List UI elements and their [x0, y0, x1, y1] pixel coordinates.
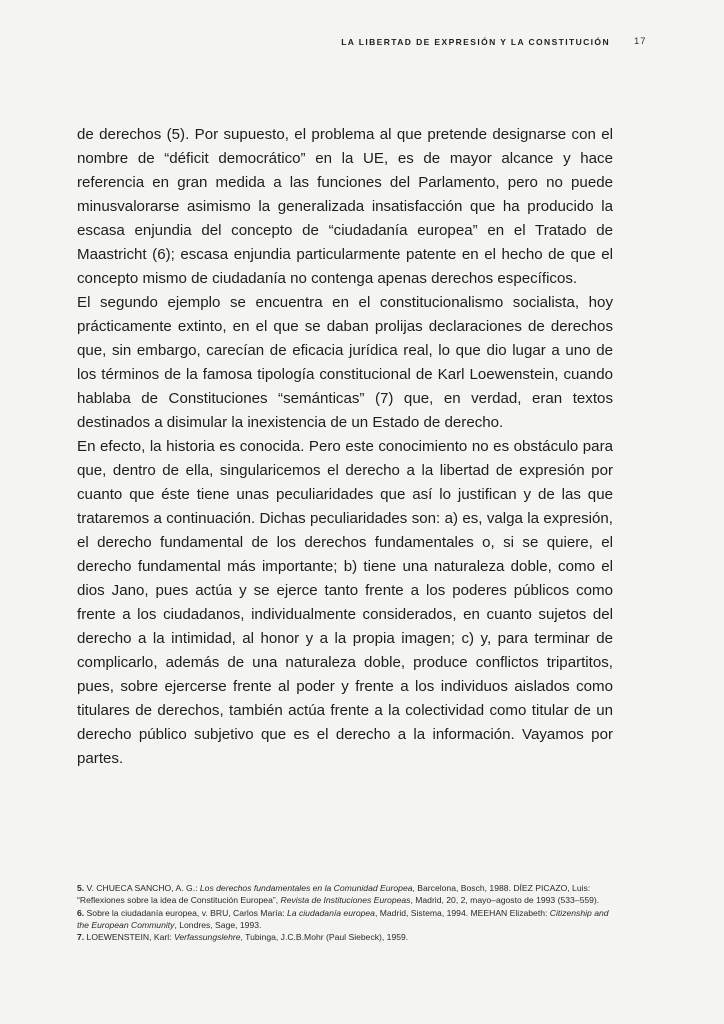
footnote-text: , Londres, Sage, 1993.	[174, 919, 262, 930]
footnote-number: 5.	[77, 883, 85, 893]
footnote-italic-title: Verfassungslehre	[173, 932, 241, 943]
footnote	[77, 882, 613, 907]
running-head: LA LIBERTAD DE EXPRESIÓN Y LA CONSTITUCIÓN	[341, 37, 610, 47]
footnote-italic-title: La ciudadanía europea	[287, 907, 375, 918]
body-text	[77, 123, 613, 771]
footnote-text: LOEWENSTEIN, Karl:	[84, 932, 174, 943]
footnote-italic-title: Los derechos fundamentales en la Comunidad Europea	[199, 883, 413, 893]
footnote-number: 6.	[77, 907, 85, 918]
footnote-text: , Madrid, 20, 2, mayo–agosto de 1993 (533–559).	[410, 895, 600, 906]
paragraph: de derechos (5). Por supuesto, el problema al que pretende designarse con el nombre de “déficit democrático” en la UE, es de mayor alcance y hace referencia en gran medida a las funciones del Parlamento, pero no puede minusvalorarse asimismo la generalizada insatisfacción que ha producido la escasa enjundia del concepto de “ciudadanía europea” en el Tratado de Maastricht (6); escasa enjundia particularmente patente en el hecho de que el concepto mismo de ciudadanía no contenga apenas derechos específicos.	[77, 126, 613, 287]
footnote-number: 7.	[77, 932, 85, 943]
footnote-italic-title: Citizenship and the European Community	[77, 907, 609, 930]
footnote-text: , Barcelona, Bosch, 1988. DÍEZ PICAZO, Luis: “Reflexiones sobre la idea de Constitución Europea”,	[77, 883, 591, 906]
footnotes	[77, 882, 613, 943]
footnote-text: , Tubinga, J.C.B.Mohr (Paul Siebeck), 1959.	[240, 932, 409, 943]
page-number: 17	[634, 36, 647, 47]
footnote-text: Sobre la ciudadanía europea, v. BRU, Carlos María:	[84, 907, 288, 918]
footnote	[77, 907, 613, 932]
footnote-text: , Madrid, Sistema, 1994. MEEHAN Elizabeth:	[374, 907, 550, 918]
footnote-italic-title: Revista de Instituciones Europeas	[280, 895, 411, 906]
footnote-text: V. CHUECA SANCHO, A. G.:	[84, 883, 200, 893]
paragraph: En efecto, la historia es conocida. Pero este conocimiento no es obstáculo para que, dentro de ella, singularicemos el derecho a la libertad de expresión por cuanto que éste tiene unas peculiaridades que así lo justifican y de las que trataremos a continuación. Dichas peculiaridades son: a) es, valga la expresión, el derecho fundamental de los derechos fundamentales o, si se quiere, el derecho fundamental más importante; b) tiene una naturaleza doble, como el dios Jano, pues actúa y se ejerce tanto frente a los poderes públicos como frente a los ciudadanos, individualmente considerados, en cuanto sujetos del derecho a la intimidad, al honor y a la propia imagen; c) y, para terminar de complicarlo, además de una naturaleza doble, produce conflictos tripartitos, pues, sobre ejercerse frente al poder y frente a los individuos aislados como titulares de derechos, también actúa frente a la colectividad como titular de un derecho público subjetivo que es el derecho a la información. Vayamos por partes.	[77, 438, 613, 767]
paragraph: El segundo ejemplo se encuentra en el constitucionalismo socialista, hoy prácticamente extinto, en el que se daban prolijas declaraciones de derechos que, sin embargo, carecían de eficacia jurídica real, lo que dio lugar a uno de los términos de la famosa tipología constitucional de Karl Loewenstein, cuando hablaba de Constituciones “semánticas” (7) que, en verdad, eran textos destinados a disimular la inexistencia de un Estado de derecho.	[77, 294, 613, 431]
footnote	[77, 931, 613, 943]
